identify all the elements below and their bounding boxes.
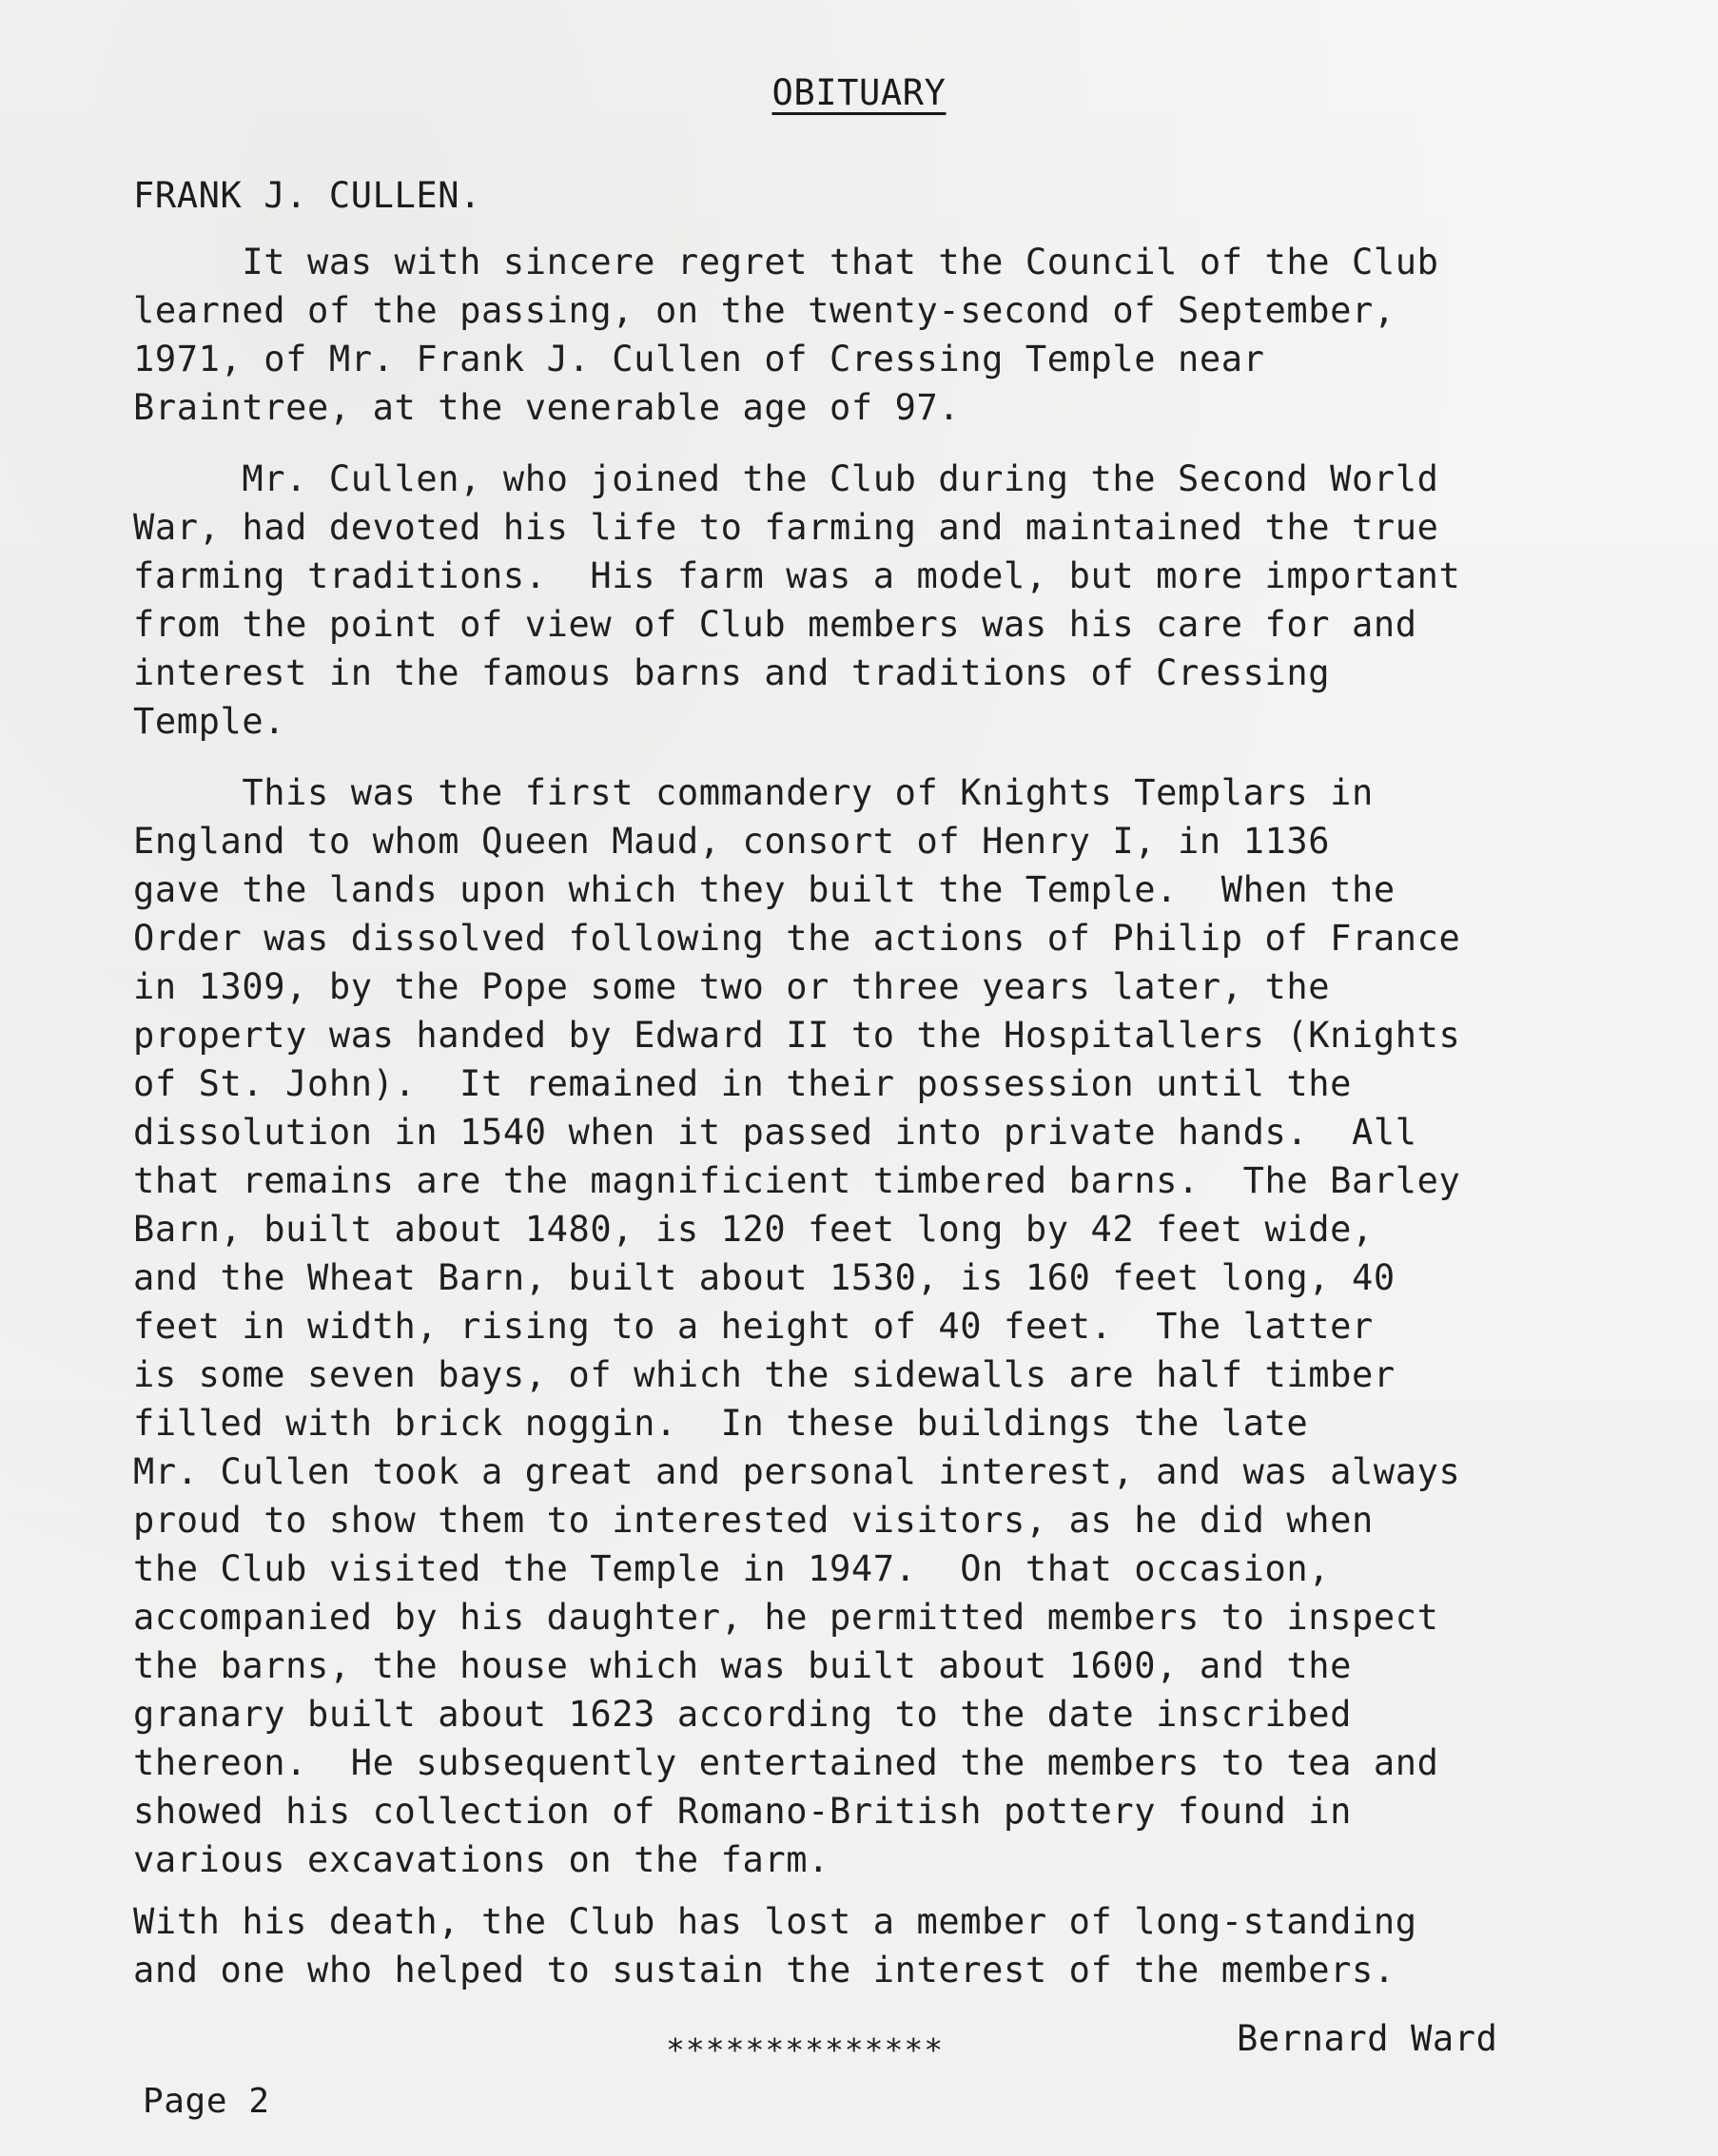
subject-name: FRANK J. CULLEN. [133, 175, 482, 216]
text-line: Temple. [133, 701, 286, 742]
text-line: granary built about 1623 according to the date inscribed [133, 1694, 1353, 1735]
text-line: farming traditions. His farm was a model, but more important [133, 555, 1461, 596]
text-line: in 1309, by the Pope some two or three years later, the [133, 966, 1331, 1007]
page-number: Page 2 [143, 2082, 270, 2121]
text-line: is some seven bays, of which the sidewalls are half timber [133, 1354, 1396, 1395]
text-line: Mr. Cullen took a great and personal interest, and was always [133, 1451, 1461, 1492]
text-line: and the Wheat Barn, built about 1530, is 160 feet long, 40 [133, 1257, 1396, 1298]
text-line: gave the lands upon which they built the Temple. When the [133, 869, 1396, 910]
text-line: It was with sincere regret that the Council of the Club [133, 242, 1439, 282]
paragraph-3 [133, 768, 1460, 1884]
text-line: War, had devoted his life to farming and maintained the true [133, 507, 1439, 548]
text-line: learned of the passing, on the twenty-second of September, [133, 290, 1396, 331]
obituary-heading: OBITUARY [771, 72, 947, 113]
text-line: showed his collection of Romano-British pottery found in [133, 1791, 1353, 1832]
paragraph-4 [133, 1897, 1417, 1994]
text-line: dissolution in 1540 when it passed into private hands. All [133, 1112, 1417, 1153]
text-line: accompanied by his daughter, he permitted members to inspect [133, 1597, 1439, 1638]
text-line: property was handed by Edward II to the Hospitallers (Knights [133, 1015, 1461, 1056]
text-line: of St. John). It remained in their possession until the [133, 1063, 1353, 1104]
text-line: the Club visited the Temple in 1947. On that occasion, [133, 1548, 1331, 1589]
text-line: interest in the famous barns and traditions of Cressing [133, 652, 1331, 693]
paragraph-1 [133, 238, 1439, 432]
text-line: Barn, built about 1480, is 120 feet long by 42 feet wide, [133, 1209, 1374, 1250]
text-line: Braintree, at the venerable age of 97. [133, 387, 961, 428]
text-line: from the point of view of Club members was his care for and [133, 604, 1417, 645]
paragraph-2 [133, 455, 1460, 746]
text-line: Order was dissolved following the actions of Philip of France [133, 918, 1461, 959]
text-line: With his death, the Club has lost a member of long-standing [133, 1901, 1417, 1942]
text-line: and one who helped to sustain the interest of the members. [133, 1950, 1396, 1991]
text-line: feet in width, rising to a height of 40 feet. The latter [133, 1306, 1374, 1347]
text-line: England to whom Queen Maud, consort of Henry I, in 1136 [133, 821, 1331, 862]
text-line: thereon. He subsequently entertained the members to tea and [133, 1742, 1439, 1783]
text-line: 1971, of Mr. Frank J. Cullen of Cressing Temple near [133, 339, 1265, 379]
text-line: that remains are the magnificient timbered barns. The Barley [133, 1160, 1461, 1201]
author-signature: Bernard Ward [1237, 2018, 1498, 2059]
text-line: various excavations on the farm. [133, 1839, 830, 1880]
text-line: This was the first commandery of Knights Templars in [133, 772, 1374, 813]
text-line: filled with brick noggin. In these buildings the late [133, 1403, 1309, 1444]
text-line: the barns, the house which was built about 1600, and the [133, 1645, 1353, 1686]
section-separator: ************** [666, 2031, 945, 2069]
text-line: proud to show them to interested visitors, as he did when [133, 1500, 1374, 1541]
text-line: Mr. Cullen, who joined the Club during the Second World [133, 458, 1439, 499]
